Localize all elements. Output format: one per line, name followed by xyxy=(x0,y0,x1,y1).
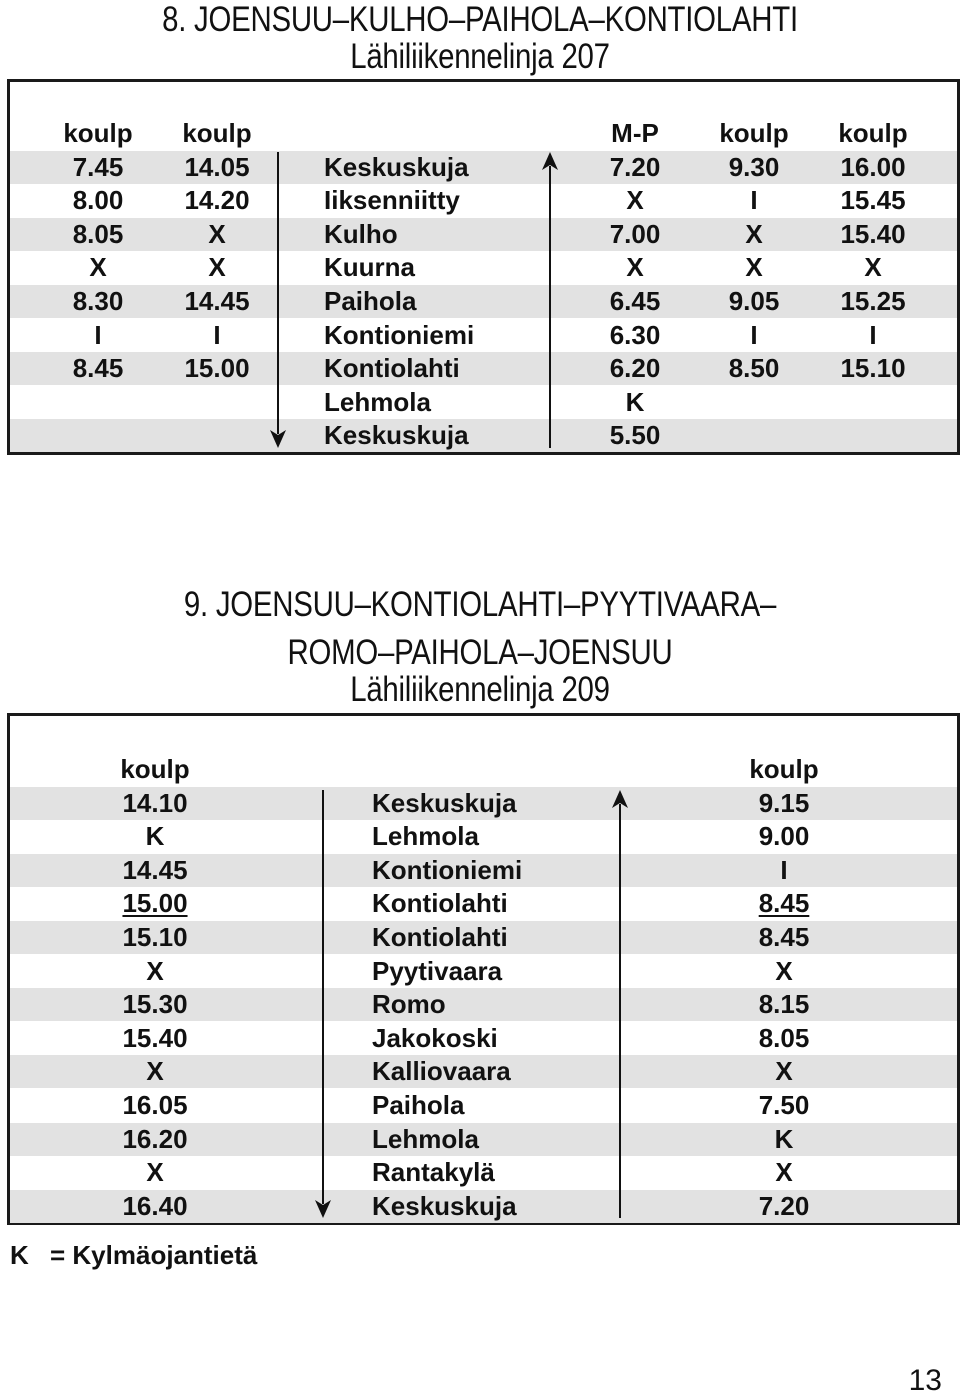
time-cell: 9.00 xyxy=(758,821,810,852)
route8-title: 8. JOENSUU–KULHO–PAIHOLA–KONTIOLAHTI xyxy=(162,0,798,39)
table-row xyxy=(10,820,957,853)
time-cell: 15.25 xyxy=(840,286,906,316)
time-cell: I xyxy=(94,319,102,350)
route9-title-cont: ROMO–PAIHOLA–JOENSUU xyxy=(287,633,673,672)
time-cell: X xyxy=(146,955,164,986)
stop-name: Lehmola xyxy=(372,821,479,852)
table-row xyxy=(10,988,957,1021)
time-cell: 9.30 xyxy=(728,151,780,182)
stop-name: Kalliovaara xyxy=(372,1056,511,1087)
time-cell: X xyxy=(146,1157,164,1188)
time-cell: 14.10 xyxy=(122,787,188,818)
header-cell: koulp xyxy=(182,118,252,148)
table-row xyxy=(10,1156,957,1189)
stop-name: Kontiolahti xyxy=(324,353,460,384)
time-cell: 14.05 xyxy=(184,151,250,182)
time-cell: 15.00 xyxy=(184,353,250,384)
time-cell: 6.45 xyxy=(609,286,661,316)
table-row xyxy=(10,1190,957,1223)
time-cell: 8.45 xyxy=(758,888,810,919)
table-row xyxy=(10,386,957,419)
route9-title: 9. JOENSUU–KONTIOLAHTI–PYYTIVAARA– xyxy=(183,585,777,624)
stop-name: Kulho xyxy=(324,218,398,249)
time-cell: 14.45 xyxy=(122,854,188,885)
time-cell: 15.00 xyxy=(122,888,188,919)
time-cell: X xyxy=(208,218,226,249)
time-cell: 14.45 xyxy=(184,286,250,316)
stop-name: Lehmola xyxy=(372,1123,479,1154)
direction-arrow-down-icon xyxy=(313,790,333,1218)
time-cell: I xyxy=(213,319,221,350)
time-cell: X xyxy=(745,252,763,283)
table-row xyxy=(10,319,957,352)
time-cell: 16.00 xyxy=(840,151,906,182)
stop-name: Kontiolahti xyxy=(372,922,508,952)
table-row xyxy=(10,285,957,318)
time-cell: 7.50 xyxy=(758,1090,810,1120)
time-cell: X xyxy=(146,1056,164,1087)
header-cell: M-P xyxy=(611,118,659,148)
time-cell: 15.30 xyxy=(122,989,188,1020)
time-cell: 16.05 xyxy=(122,1090,188,1120)
time-cell: I xyxy=(780,854,788,885)
header-cell: koulp xyxy=(719,118,789,148)
time-cell: 16.40 xyxy=(122,1190,188,1221)
stop-name: Rantakylä xyxy=(372,1157,495,1188)
time-cell: 9.15 xyxy=(758,787,810,818)
time-cell: 8.00 xyxy=(72,185,124,216)
table-row xyxy=(10,955,957,988)
time-cell: I xyxy=(869,319,877,350)
table-row xyxy=(10,419,957,452)
table-row xyxy=(10,1022,957,1055)
table-row xyxy=(10,1055,957,1088)
time-cell: K xyxy=(774,1123,794,1154)
table-row xyxy=(10,251,957,284)
route8-subtitle: Lähiliikennelinja 207 xyxy=(350,37,610,76)
time-cell: 15.40 xyxy=(840,218,906,249)
direction-arrow-down-icon xyxy=(268,152,288,448)
direction-arrow-up-icon xyxy=(610,790,630,1218)
time-cell: 8.30 xyxy=(72,286,124,316)
time-cell: I xyxy=(750,319,758,350)
table-header-row xyxy=(10,117,957,150)
time-cell: 6.20 xyxy=(609,353,661,384)
time-cell: X xyxy=(626,252,644,283)
time-cell: 6.30 xyxy=(609,319,661,350)
table-header-row xyxy=(10,753,957,786)
table-row xyxy=(10,218,957,251)
table-row xyxy=(10,887,957,920)
table-row xyxy=(10,151,957,184)
stop-name: Keskuskuja xyxy=(324,151,469,182)
stop-name: Paihola xyxy=(372,1090,465,1120)
time-cell: X xyxy=(626,185,644,216)
stop-name: Keskuskuja xyxy=(372,1190,517,1221)
footnote xyxy=(10,1240,257,1271)
time-cell: 7.45 xyxy=(72,151,124,182)
footnote-key: K xyxy=(10,1240,29,1270)
time-cell: 8.05 xyxy=(72,218,124,249)
footnote-text: = Kylmäojantietä xyxy=(50,1240,258,1270)
time-cell: 8.05 xyxy=(758,1022,810,1053)
time-cell: 8.45 xyxy=(758,922,810,952)
stop-name: Kontiolahti xyxy=(372,888,508,919)
time-cell: 7.00 xyxy=(609,218,661,249)
time-cell: 14.20 xyxy=(184,185,250,216)
stop-name: Lehmola xyxy=(324,386,431,417)
header-cell: koulp xyxy=(838,118,908,148)
direction-arrow-up-icon xyxy=(540,152,560,448)
stop-name: Kontioniemi xyxy=(324,319,475,350)
stop-name: Keskuskuja xyxy=(324,420,469,451)
route8-timetable xyxy=(7,79,960,455)
header-cell: koulp xyxy=(120,754,190,784)
time-cell: 8.50 xyxy=(728,353,780,384)
header-cell: koulp xyxy=(749,754,819,784)
time-cell: 8.15 xyxy=(758,989,810,1020)
time-cell: K xyxy=(145,821,165,852)
header-cell: koulp xyxy=(63,118,133,148)
time-cell: 7.20 xyxy=(758,1190,810,1221)
table-row xyxy=(10,921,957,954)
stop-name: Kuurna xyxy=(324,252,415,283)
time-cell: X xyxy=(775,1157,793,1188)
table-row xyxy=(10,352,957,385)
time-cell: 15.40 xyxy=(122,1022,188,1053)
time-cell: 15.10 xyxy=(122,922,188,952)
time-cell: 5.50 xyxy=(609,420,661,451)
time-cell: 15.10 xyxy=(840,353,906,384)
stop-name: Pyytivaara xyxy=(372,955,503,986)
table-row xyxy=(10,854,957,887)
table-row xyxy=(10,787,957,820)
table-row xyxy=(10,1123,957,1156)
route9-timetable xyxy=(7,713,960,1225)
stop-name: Romo xyxy=(372,989,446,1020)
table-row xyxy=(10,184,957,217)
time-cell: K xyxy=(625,386,645,417)
time-cell: 8.45 xyxy=(72,353,124,384)
time-cell: X xyxy=(775,1056,793,1087)
time-cell: X xyxy=(775,955,793,986)
time-cell: X xyxy=(745,218,763,249)
time-cell: X xyxy=(89,252,107,283)
stop-name: Jakokoski xyxy=(372,1022,498,1053)
time-cell: X xyxy=(208,252,226,283)
time-cell: 9.05 xyxy=(728,286,780,316)
time-cell: 16.20 xyxy=(122,1123,188,1154)
time-cell: X xyxy=(864,252,882,283)
page-number: 13 xyxy=(908,1364,942,1397)
time-cell: I xyxy=(750,185,758,216)
route9-subtitle: Lähiliikennelinja 209 xyxy=(350,670,610,709)
time-cell: 15.45 xyxy=(840,185,906,216)
stop-name: Paihola xyxy=(324,286,417,316)
time-cell: 7.20 xyxy=(609,151,661,182)
stop-name: Iiksenniitty xyxy=(324,185,460,216)
table-row xyxy=(10,1089,957,1122)
stop-name: Kontioniemi xyxy=(372,854,523,885)
stop-name: Keskuskuja xyxy=(372,787,517,818)
